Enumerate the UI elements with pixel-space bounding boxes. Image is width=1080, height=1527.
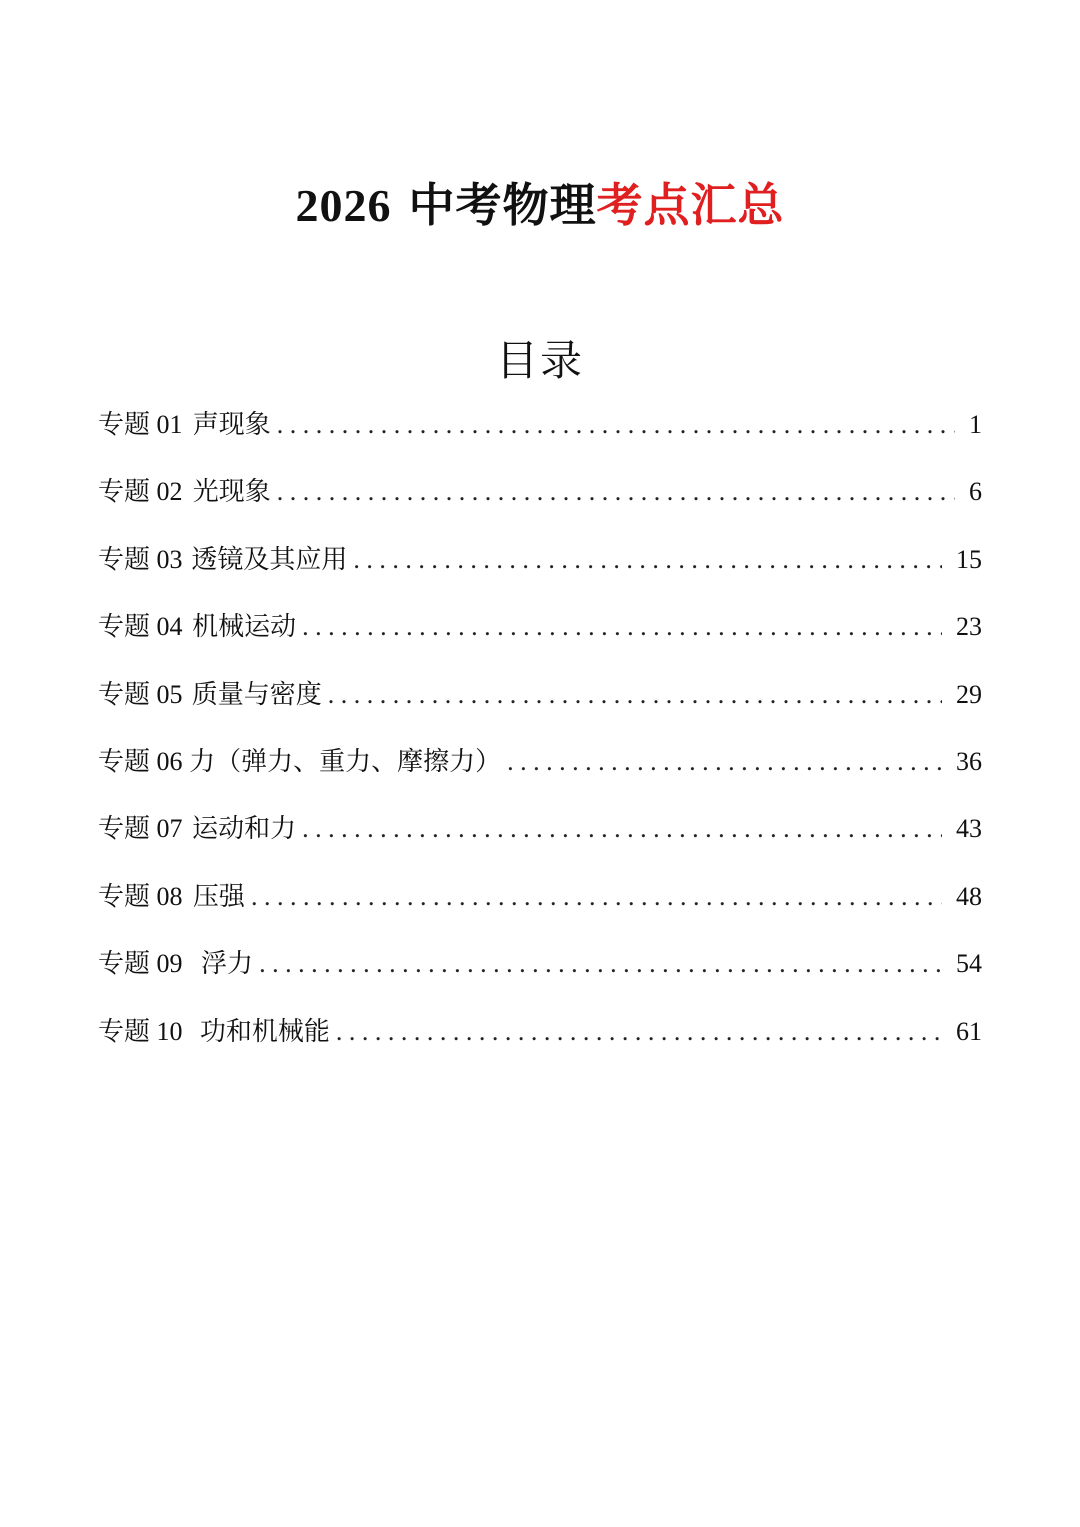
toc-entry-title: 运动和力 [192,814,297,845]
toc-leader-dots [302,809,942,849]
toc-entry-01[interactable] [98,405,982,472]
toc-entry-03[interactable] [98,540,982,607]
toc-entry-label: 专题 09 [98,949,183,979]
toc-leader-dots [259,944,942,984]
toc-entry-08[interactable] [98,877,982,944]
toc-entry-page: 29 [956,679,982,709]
toc-entry-title: 压强 [192,881,245,912]
toc-entry-07[interactable] [98,809,982,876]
toc-entry-label: 专题 03 [98,544,183,574]
toc-leader-dots [328,675,942,715]
toc-entry-label: 专题 01 [98,410,183,439]
toc-entry-title: 质量与密度 [191,679,322,710]
toc-entry-page: 15 [956,544,982,574]
toc-entry-title: 机械运动 [192,612,297,643]
toc-leader-dots [251,877,942,917]
toc-entry-09[interactable] [98,944,982,1011]
table-of-contents [98,405,982,1079]
toc-entry-page: 61 [956,1016,982,1046]
toc-leader-dots [507,742,942,782]
toc-leader-dots [277,472,955,512]
toc-entry-page: 6 [969,477,982,507]
toc-leader-dots [277,405,955,445]
title-year: 2026 [295,179,392,231]
toc-entry-label: 专题 05 [98,679,183,709]
toc-entry-title: 光现象 [192,477,271,508]
toc-entry-title: 浮力 [192,949,254,980]
toc-entry-page: 23 [956,612,982,642]
toc-entry-label: 专题 06 [98,746,183,776]
toc-entry-label: 专题 02 [98,477,183,507]
toc-entry-title: 透镜及其应用 [191,544,348,575]
toc-leader-dots [302,607,942,647]
toc-entry-06[interactable] [98,742,982,809]
toc-entry-04[interactable] [98,607,982,674]
toc-entry-page: 36 [956,746,982,776]
toc-entry-title: 力（弹力、重力、摩擦力） [189,746,502,777]
toc-entry-title: 声现象 [192,410,271,440]
toc-entry-label: 专题 07 [98,814,183,844]
toc-entry-page: 43 [956,814,982,844]
toc-entry-05[interactable] [98,675,982,742]
toc-entry-10[interactable] [98,1012,982,1079]
toc-entry-title: 功和机械能 [191,1016,330,1047]
toc-entry-label: 专题 04 [98,612,183,642]
toc-heading: 目录 [495,335,584,385]
toc-entry-page: 48 [956,881,982,911]
toc-entry-label: 专题 08 [98,881,183,911]
toc-entry-page: 1 [969,410,982,439]
document-title [0,173,1080,238]
toc-entry-02[interactable] [98,472,982,539]
toc-leader-dots [336,1012,942,1052]
toc-leader-dots [353,540,942,580]
title-highlight: 考点汇总 [596,177,785,232]
title-subject: 中考物理 [408,177,597,232]
toc-entry-page: 54 [956,949,982,979]
toc-entry-label: 专题 10 [98,1016,183,1046]
